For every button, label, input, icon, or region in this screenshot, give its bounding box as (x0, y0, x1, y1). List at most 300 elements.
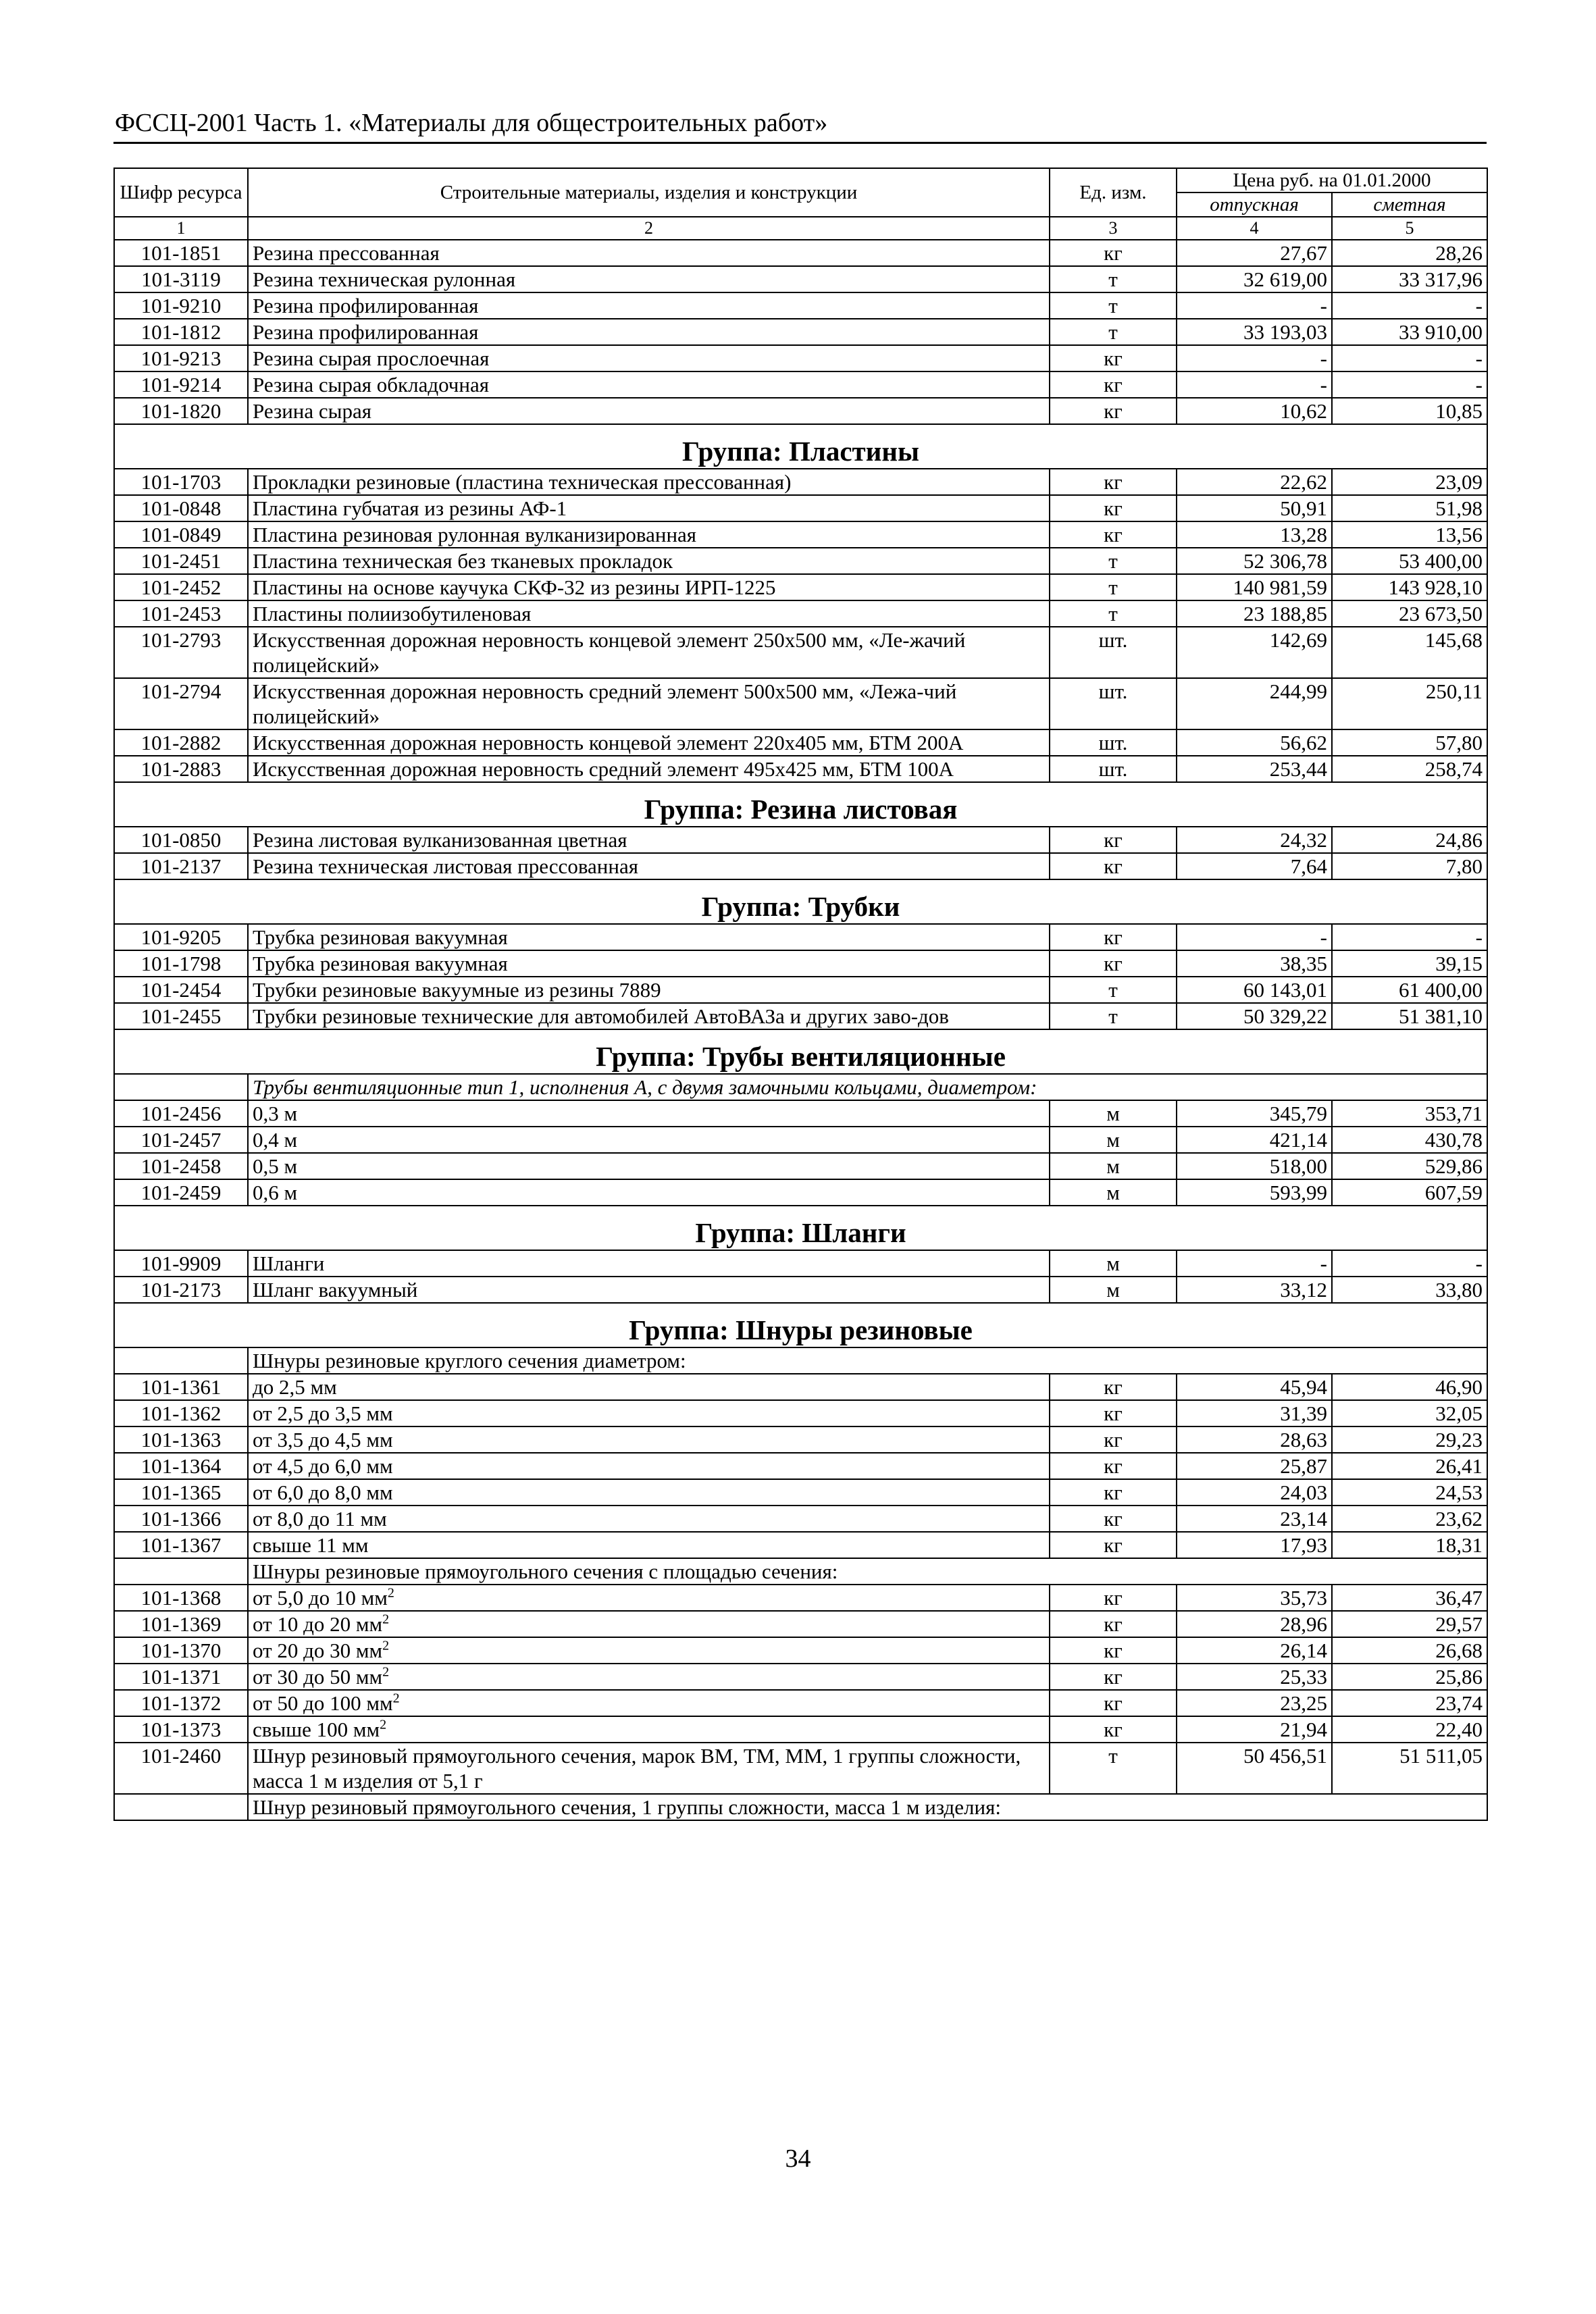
group-plates-section (114, 424, 1487, 469)
estimate-price: 28,26 (1332, 240, 1487, 266)
unit-of-measure: м (1050, 1179, 1177, 1206)
group-title-cords: Группа: Шнуры резиновые (114, 1303, 1487, 1347)
release-price: 38,35 (1177, 950, 1332, 977)
resource-code: 101-2794 (114, 678, 248, 729)
release-price: 7,64 (1177, 853, 1332, 879)
table-row (114, 853, 1487, 879)
superscript-squared: 2 (382, 1664, 390, 1680)
unit-of-measure: м (1050, 1277, 1177, 1303)
release-price: 56,62 (1177, 729, 1332, 756)
resource-code: 101-2456 (114, 1100, 248, 1127)
column-number: 2 (248, 217, 1050, 240)
group-row (114, 879, 1487, 924)
resource-code: 101-1373 (114, 1716, 248, 1743)
table-row (114, 1585, 1487, 1611)
table-header (114, 168, 1487, 240)
release-price: 25,87 (1177, 1453, 1332, 1479)
material-name: Резина листовая вулканизованная цветная (248, 827, 1050, 853)
material-name: от 30 до 50 $мм^2$ (248, 1664, 1050, 1690)
resource-code: 101-9213 (114, 345, 248, 371)
resource-code: 101-1371 (114, 1664, 248, 1690)
section-cords-round (114, 1374, 1487, 1558)
unit-of-measure: м (1050, 1100, 1177, 1127)
estimate-price: - (1332, 292, 1487, 319)
material-name: Искусственная дорожная неровность средний элемент 500х500 мм, «Лежа-чий полицейский» (248, 678, 1050, 729)
section-tubes (114, 924, 1487, 1029)
estimate-price: 607,59 (1332, 1179, 1487, 1206)
estimate-price: 23,62 (1332, 1506, 1487, 1532)
material-name: от 2,5 до 3,5 мм (248, 1400, 1050, 1426)
table-row (114, 1426, 1487, 1453)
material-name: свыше 11 мм (248, 1532, 1050, 1558)
unit-of-measure: кг (1050, 469, 1177, 495)
estimate-price: 529,86 (1332, 1153, 1487, 1179)
unit-of-measure: м (1050, 1127, 1177, 1153)
group-title-plates: Группа: Пластины (114, 424, 1487, 469)
resource-code: 101-1798 (114, 950, 248, 977)
resource-code: 101-9909 (114, 1250, 248, 1277)
table-row (114, 827, 1487, 853)
column-number: 5 (1332, 217, 1487, 240)
header-price: Цена руб. на 01.01.2000 (1177, 168, 1487, 192)
material-name: свыше 100 $мм^2$ (248, 1716, 1050, 1743)
unit-of-measure: кг (1050, 1453, 1177, 1479)
unit-of-measure: м (1050, 1153, 1177, 1179)
release-price: 22,62 (1177, 469, 1332, 495)
superscript-squared: 2 (382, 1638, 390, 1653)
unit-of-measure: кг (1050, 1506, 1177, 1532)
material-name: Резина профилированная (248, 292, 1050, 319)
table-row (114, 1664, 1487, 1690)
material-name: Трубка резиновая вакуумная (248, 950, 1050, 977)
material-name: Трубки резиновые технические для автомобилей АвтоВАЗа и других заво-дов (248, 1003, 1050, 1029)
unit-of-measure: кг (1050, 495, 1177, 521)
group-hoses-section (114, 1206, 1487, 1250)
release-price: 33 193,03 (1177, 319, 1332, 345)
resource-code: 101-1820 (114, 398, 248, 424)
group-cords-section (114, 1303, 1487, 1374)
resource-code: 101-1365 (114, 1479, 248, 1506)
table-row (114, 1637, 1487, 1664)
release-price: 421,14 (1177, 1127, 1332, 1153)
description-row (114, 1074, 1487, 1100)
resource-code: 101-2883 (114, 756, 248, 782)
group-tubes-section (114, 879, 1487, 924)
table-row (114, 371, 1487, 398)
release-price: 45,94 (1177, 1374, 1332, 1400)
material-name: Пластины на основе каучука СКФ-32 из резины ИРП-1225 (248, 574, 1050, 600)
material-name: Трубка резиновая вакуумная (248, 924, 1050, 950)
material-name: Пластина резиновая рулонная вулканизированная (248, 521, 1050, 548)
material-name: Шланг вакуумный (248, 1277, 1050, 1303)
table-row (114, 240, 1487, 266)
resource-code: 101-2459 (114, 1179, 248, 1206)
release-price: 140 981,59 (1177, 574, 1332, 600)
estimate-price: 22,40 (1332, 1716, 1487, 1743)
estimate-price: 24,86 (1332, 827, 1487, 853)
material-name: Искусственная дорожная неровность средний элемент 495х425 мм, БТМ 100А (248, 756, 1050, 782)
material-name: от 10 до 20 $мм^2$ (248, 1611, 1050, 1637)
section-cords-other (114, 1743, 1487, 1794)
price-table-container (113, 168, 1487, 1821)
material-name: Прокладки резиновые (пластина техническая прессованная) (248, 469, 1050, 495)
table-row (114, 1374, 1487, 1400)
unit-of-measure: шт. (1050, 627, 1177, 678)
unit-of-measure: т (1050, 1003, 1177, 1029)
estimate-price: 23 673,50 (1332, 600, 1487, 627)
empty-cell (114, 1558, 248, 1585)
estimate-price: 23,74 (1332, 1690, 1487, 1716)
estimate-price: 33,80 (1332, 1277, 1487, 1303)
header-estimate-price: сметная (1332, 192, 1487, 217)
material-name: 0,4 м (248, 1127, 1050, 1153)
header-unit: Ед. изм. (1050, 168, 1177, 217)
release-price: 142,69 (1177, 627, 1332, 678)
estimate-price: 39,15 (1332, 950, 1487, 977)
header-name: Строительные материалы, изделия и конструкции (248, 168, 1050, 217)
material-name: от 8,0 до 11 мм (248, 1506, 1050, 1532)
release-price: 50,91 (1177, 495, 1332, 521)
resource-code: 101-2452 (114, 574, 248, 600)
resource-code: 101-2460 (114, 1743, 248, 1794)
table-row (114, 1743, 1487, 1794)
estimate-price: 32,05 (1332, 1400, 1487, 1426)
empty-cell (114, 1074, 248, 1100)
group-title-hoses: Группа: Шланги (114, 1206, 1487, 1250)
material-name: 0,3 м (248, 1100, 1050, 1127)
resource-code: 101-0849 (114, 521, 248, 548)
group-row (114, 1029, 1487, 1074)
release-price: 23 188,85 (1177, 600, 1332, 627)
header-code: Шифр ресурса (114, 168, 248, 217)
table-row (114, 1532, 1487, 1558)
table-row (114, 1250, 1487, 1277)
unit-of-measure: т (1050, 548, 1177, 574)
resource-code: 101-1364 (114, 1453, 248, 1479)
material-name: Резина техническая рулонная (248, 266, 1050, 292)
resource-code: 101-2173 (114, 1277, 248, 1303)
release-price: 593,99 (1177, 1179, 1332, 1206)
estimate-price: - (1332, 345, 1487, 371)
estimate-price: 430,78 (1332, 1127, 1487, 1153)
release-price: 244,99 (1177, 678, 1332, 729)
release-price: 13,28 (1177, 521, 1332, 548)
resource-code: 101-1363 (114, 1426, 248, 1453)
group-title-sheet-rubber: Группа: Резина листовая (114, 782, 1487, 827)
estimate-price: 57,80 (1332, 729, 1487, 756)
unit-of-measure: кг (1050, 1664, 1177, 1690)
cords-rect-desc-section (114, 1558, 1487, 1585)
cord-mass-description: Шнур резиновый прямоугольного сечения, 1 группы сложности, масса 1 м изделия: (248, 1794, 1487, 1820)
table-row (114, 1611, 1487, 1637)
table-row (114, 574, 1487, 600)
unit-of-measure: кг (1050, 398, 1177, 424)
estimate-price: 53 400,00 (1332, 548, 1487, 574)
header-release-price: отпускная (1177, 192, 1332, 217)
material-name: Резина прессованная (248, 240, 1050, 266)
empty-cell (114, 1794, 248, 1820)
resource-code: 101-9205 (114, 924, 248, 950)
group-title-vent-pipes: Группа: Трубы вентиляционные (114, 1029, 1487, 1074)
unit-of-measure: кг (1050, 521, 1177, 548)
table-row (114, 756, 1487, 782)
unit-of-measure: кг (1050, 1426, 1177, 1453)
table-row (114, 627, 1487, 678)
resource-code: 101-2457 (114, 1127, 248, 1153)
resource-code: 101-1372 (114, 1690, 248, 1716)
estimate-price: 51 511,05 (1332, 1743, 1487, 1794)
table-row (114, 1506, 1487, 1532)
material-name: Шланги (248, 1250, 1050, 1277)
unit-of-measure: шт. (1050, 756, 1177, 782)
estimate-price: 33 910,00 (1332, 319, 1487, 345)
section-sheet-rubber (114, 827, 1487, 879)
description-row (114, 1558, 1487, 1585)
resource-code: 101-3119 (114, 266, 248, 292)
superscript-squared: 2 (380, 1717, 387, 1732)
release-price: 24,03 (1177, 1479, 1332, 1506)
release-price: - (1177, 371, 1332, 398)
release-price: - (1177, 924, 1332, 950)
resource-code: 101-9210 (114, 292, 248, 319)
estimate-price: - (1332, 1250, 1487, 1277)
unit-of-measure: кг (1050, 1690, 1177, 1716)
estimate-price: 51 381,10 (1332, 1003, 1487, 1029)
table-row (114, 1179, 1487, 1206)
table-row (114, 1153, 1487, 1179)
resource-code: 101-0850 (114, 827, 248, 853)
release-price: 518,00 (1177, 1153, 1332, 1179)
unit-of-measure: кг (1050, 1585, 1177, 1611)
resource-code: 101-1812 (114, 319, 248, 345)
superscript-squared: 2 (382, 1612, 390, 1627)
group-row (114, 1303, 1487, 1347)
group-title-tubes: Группа: Трубки (114, 879, 1487, 924)
group-row (114, 424, 1487, 469)
release-price: - (1177, 292, 1332, 319)
unit-of-measure: кг (1050, 1479, 1177, 1506)
price-table (113, 168, 1488, 1821)
estimate-price: 26,68 (1332, 1637, 1487, 1664)
unit-of-measure: кг (1050, 345, 1177, 371)
estimate-price: 25,86 (1332, 1664, 1487, 1690)
resource-code: 101-2137 (114, 853, 248, 879)
section-rubber (114, 240, 1487, 424)
table-row (114, 521, 1487, 548)
material-name: Трубки резиновые вакуумные из резины 7889 (248, 977, 1050, 1003)
unit-of-measure: кг (1050, 1374, 1177, 1400)
unit-of-measure: т (1050, 319, 1177, 345)
material-name: от 3,5 до 4,5 мм (248, 1426, 1050, 1453)
unit-of-measure: т (1050, 266, 1177, 292)
estimate-price: 10,85 (1332, 398, 1487, 424)
material-name: 0,6 м (248, 1179, 1050, 1206)
empty-cell (114, 1347, 248, 1374)
estimate-price: 24,53 (1332, 1479, 1487, 1506)
section-vent-pipes (114, 1100, 1487, 1206)
table-row (114, 1100, 1487, 1127)
material-name: Резина техническая листовая прессованная (248, 853, 1050, 879)
material-name: Резина профилированная (248, 319, 1050, 345)
resource-code: 101-1368 (114, 1585, 248, 1611)
page-header: ФССЦ-2001 Часть 1. «Материалы для общестроительных работ» (115, 109, 828, 137)
release-price: 17,93 (1177, 1532, 1332, 1558)
unit-of-measure: т (1050, 1743, 1177, 1794)
material-name: до 2,5 мм (248, 1374, 1050, 1400)
resource-code: 101-2882 (114, 729, 248, 756)
unit-of-measure: кг (1050, 853, 1177, 879)
estimate-price: 13,56 (1332, 521, 1487, 548)
table-row (114, 548, 1487, 574)
section-cords-rect (114, 1585, 1487, 1743)
estimate-price: 145,68 (1332, 627, 1487, 678)
unit-of-measure: м (1050, 1250, 1177, 1277)
release-price: 27,67 (1177, 240, 1332, 266)
release-price: 28,63 (1177, 1426, 1332, 1453)
resource-code: 101-9214 (114, 371, 248, 398)
release-price: 10,62 (1177, 398, 1332, 424)
resource-code: 101-1703 (114, 469, 248, 495)
release-price: 32 619,00 (1177, 266, 1332, 292)
resource-code: 101-2455 (114, 1003, 248, 1029)
section-hoses (114, 1250, 1487, 1303)
unit-of-measure: кг (1050, 950, 1177, 977)
unit-of-measure: т (1050, 574, 1177, 600)
resource-code: 101-2451 (114, 548, 248, 574)
table-row (114, 1003, 1487, 1029)
resource-code: 101-2793 (114, 627, 248, 678)
release-price: 253,44 (1177, 756, 1332, 782)
table-row (114, 319, 1487, 345)
estimate-price: 26,41 (1332, 1453, 1487, 1479)
resource-code: 101-1362 (114, 1400, 248, 1426)
resource-code: 101-2454 (114, 977, 248, 1003)
superscript-squared: 2 (392, 1691, 400, 1706)
release-price: 35,73 (1177, 1585, 1332, 1611)
release-price: 21,94 (1177, 1716, 1332, 1743)
estimate-price: 23,09 (1332, 469, 1487, 495)
vent-pipes-description: Трубы вентиляционные тип 1, исполнения А, с двумя замочными кольцами, диаметром: (248, 1074, 1487, 1100)
release-price: 33,12 (1177, 1277, 1332, 1303)
estimate-price: 61 400,00 (1332, 977, 1487, 1003)
estimate-price: 7,80 (1332, 853, 1487, 879)
cords-round-description: Шнуры резиновые круглого сечения диаметром: (248, 1347, 1487, 1374)
group-vent-section (114, 1029, 1487, 1100)
table-row (114, 1277, 1487, 1303)
resource-code: 101-1369 (114, 1611, 248, 1637)
release-price: 50 329,22 (1177, 1003, 1332, 1029)
table-row (114, 1400, 1487, 1426)
release-price: 26,14 (1177, 1637, 1332, 1664)
table-row (114, 1127, 1487, 1153)
estimate-price: 18,31 (1332, 1532, 1487, 1558)
table-row (114, 924, 1487, 950)
unit-of-measure: кг (1050, 1532, 1177, 1558)
table-row (114, 729, 1487, 756)
material-name: Пластины полиизобутиленовая (248, 600, 1050, 627)
cords-rect-description: Шнуры резиновые прямоугольного сечения с площадью сечения: (248, 1558, 1487, 1585)
resource-code: 101-1367 (114, 1532, 248, 1558)
table-row (114, 495, 1487, 521)
header-rule (113, 142, 1487, 144)
estimate-price: 29,57 (1332, 1611, 1487, 1637)
material-name: от 50 до 100 $мм^2$ (248, 1690, 1050, 1716)
column-number: 3 (1050, 217, 1177, 240)
material-name: Шнур резиновый прямоугольного сечения, марок ВМ, ТМ, ММ, 1 группы сложности, масса 1 м изделия от 5,1 г (248, 1743, 1050, 1794)
group-row (114, 1206, 1487, 1250)
column-number: 4 (1177, 217, 1332, 240)
estimate-price: - (1332, 924, 1487, 950)
material-name: от 4,5 до 6,0 мм (248, 1453, 1050, 1479)
table-row (114, 1716, 1487, 1743)
release-price: 52 306,78 (1177, 548, 1332, 574)
estimate-price: 250,11 (1332, 678, 1487, 729)
unit-of-measure: кг (1050, 1611, 1177, 1637)
estimate-price: 51,98 (1332, 495, 1487, 521)
page-number: 34 (785, 2144, 811, 2173)
section-plates (114, 469, 1487, 782)
release-price: 23,14 (1177, 1506, 1332, 1532)
release-price: 50 456,51 (1177, 1743, 1332, 1794)
unit-of-measure: кг (1050, 1716, 1177, 1743)
column-numbers (114, 217, 1487, 240)
table-row (114, 266, 1487, 292)
material-name: от 6,0 до 8,0 мм (248, 1479, 1050, 1506)
estimate-price: 353,71 (1332, 1100, 1487, 1127)
description-row (114, 1794, 1487, 1820)
material-name: Искусственная дорожная неровность концевой элемент 250х500 мм, «Ле-жачий полицейский» (248, 627, 1050, 678)
release-price: 31,39 (1177, 1400, 1332, 1426)
unit-of-measure: кг (1050, 1637, 1177, 1664)
estimate-price: 33 317,96 (1332, 266, 1487, 292)
release-price: 23,25 (1177, 1690, 1332, 1716)
release-price: 25,33 (1177, 1664, 1332, 1690)
resource-code: 101-1370 (114, 1637, 248, 1664)
resource-code: 101-2458 (114, 1153, 248, 1179)
unit-of-measure: кг (1050, 827, 1177, 853)
resource-code: 101-1851 (114, 240, 248, 266)
estimate-price: 258,74 (1332, 756, 1487, 782)
table-row (114, 292, 1487, 319)
material-name: Резина сырая прослоечная (248, 345, 1050, 371)
material-name: Резина сырая обкладочная (248, 371, 1050, 398)
table-row (114, 1479, 1487, 1506)
table-row (114, 1690, 1487, 1716)
unit-of-measure: кг (1050, 240, 1177, 266)
table-row (114, 977, 1487, 1003)
unit-of-measure: т (1050, 600, 1177, 627)
resource-code: 101-1366 (114, 1506, 248, 1532)
group-sheet-section (114, 782, 1487, 827)
resource-code: 101-2453 (114, 600, 248, 627)
description-row (114, 1347, 1487, 1374)
release-price: 28,96 (1177, 1611, 1332, 1637)
table-row (114, 1453, 1487, 1479)
material-name: 0,5 м (248, 1153, 1050, 1179)
release-price: 24,32 (1177, 827, 1332, 853)
column-number: 1 (114, 217, 248, 240)
estimate-price: 36,47 (1332, 1585, 1487, 1611)
unit-of-measure: шт. (1050, 678, 1177, 729)
table-row (114, 678, 1487, 729)
material-name: от 20 до 30 $мм^2$ (248, 1637, 1050, 1664)
estimate-price: 29,23 (1332, 1426, 1487, 1453)
release-price: - (1177, 1250, 1332, 1277)
material-name: Пластина губчатая из резины АФ-1 (248, 495, 1050, 521)
unit-of-measure: т (1050, 977, 1177, 1003)
table-row (114, 950, 1487, 977)
unit-of-measure: шт. (1050, 729, 1177, 756)
